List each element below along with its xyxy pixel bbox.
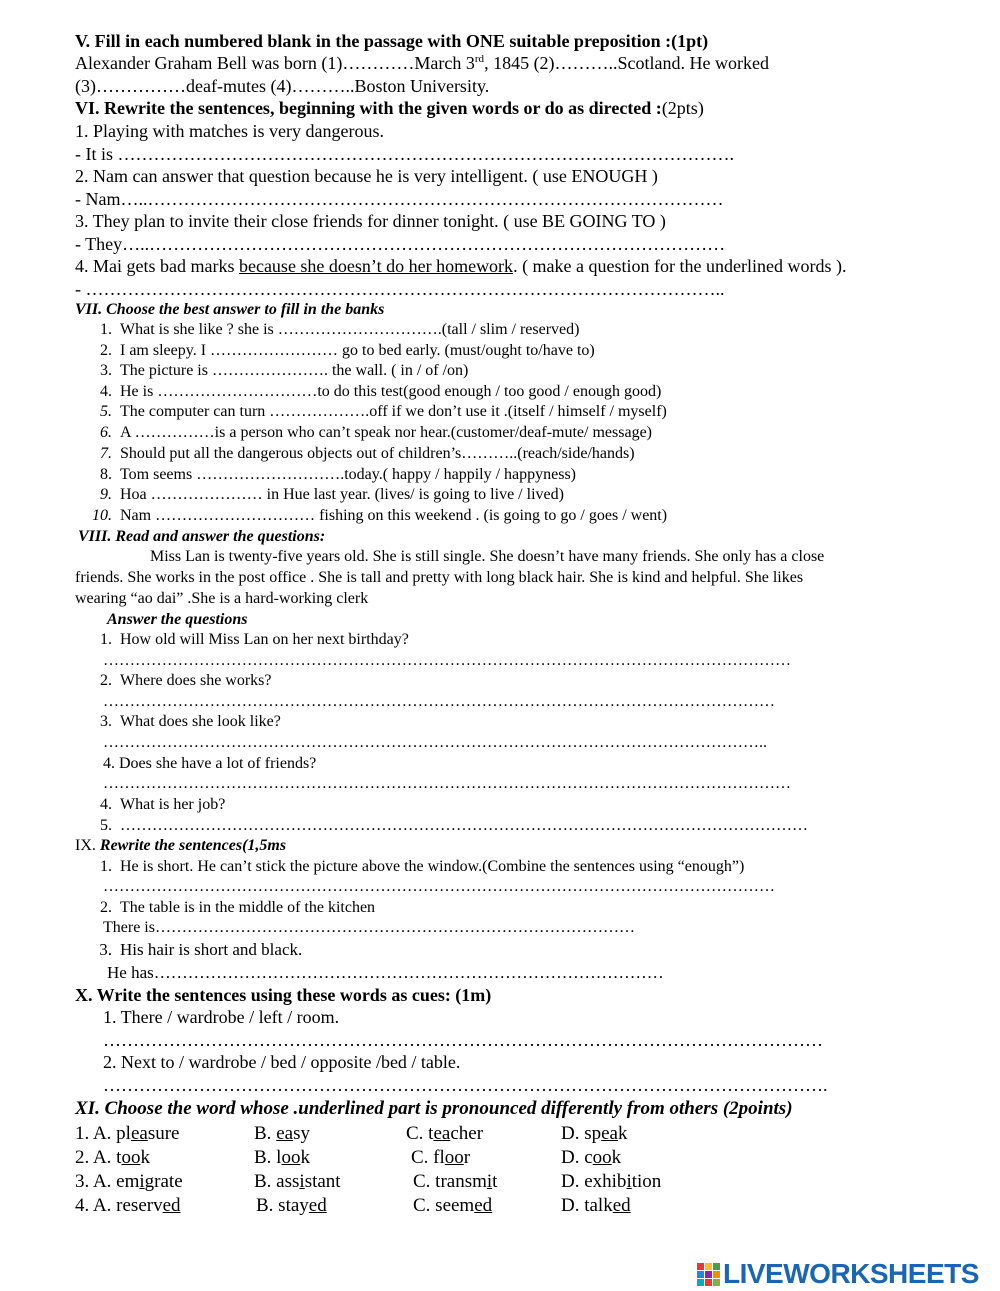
ix-answer-1[interactable]: ……………………………………………………………………………………………………………… <box>103 878 775 895</box>
option-text: C. fl <box>411 1147 445 1168</box>
x-answer-1[interactable]: ………………………………………………………………………………………………………… <box>103 1030 823 1050</box>
xi-row3-option-c[interactable] <box>413 1172 497 1191</box>
section-viii-heading: VIII. Read and answer the questions: <box>78 528 326 545</box>
item-text[interactable]: Nam ………………………… fishing on this weekend . (is going to go / goes / went) <box>120 507 668 524</box>
item-number: 1. <box>100 631 112 648</box>
vii-item <box>82 404 667 420</box>
item-number: 1. <box>100 321 112 338</box>
section-v-passage-line1 <box>75 54 769 72</box>
vi-question-2: 2. Nam can answer that question because he is very intelligent. ( use ENOUGH ) <box>75 166 658 186</box>
vii-item <box>82 363 468 379</box>
viii-question-2 <box>82 673 272 689</box>
ix-question-1 <box>82 859 744 875</box>
xi-row4-option-a[interactable] <box>75 1196 181 1215</box>
option-text: D. sp <box>561 1123 602 1144</box>
section-ix-heading <box>75 838 286 854</box>
logo-grid-icon <box>697 1263 720 1286</box>
item-number: 8. <box>100 466 112 483</box>
vi-question-3: 3. They plan to invite their close friends for dinner tonight. ( use BE GOING TO ) <box>75 211 666 231</box>
item-number: 2. <box>100 672 112 689</box>
question-text: Where does she works? <box>120 672 272 689</box>
viii-question-1 <box>82 632 409 648</box>
vi-answer-1[interactable]: - It is …………………………………………………………………………………………. <box>75 144 734 164</box>
logo-cell <box>713 1263 720 1270</box>
underlined-sound: ed <box>162 1195 181 1216</box>
viii-question-5 <box>82 797 225 813</box>
option-text: sy <box>293 1123 310 1144</box>
question-text: His hair is short and black. <box>120 940 303 959</box>
vii-item <box>82 343 595 359</box>
ix-answer-2[interactable]: There is……………………………………………………………………………… <box>103 919 635 936</box>
option-text: k <box>611 1147 622 1168</box>
reading-passage-line: Miss Lan is twenty-five years old. She is still single. She doesn’t have many friends. She only has a close <box>150 548 825 565</box>
item-text[interactable]: Should put all the dangerous objects out of children’s………..(reach/side/hands) <box>120 445 635 462</box>
logo-cell <box>713 1279 720 1286</box>
item-number: 4. <box>100 383 112 400</box>
xi-row2-option-d[interactable] <box>561 1148 621 1167</box>
item-text[interactable]: A ……………is a person who can’t speak nor hear.(customer/deaf-mute/ message) <box>120 424 652 441</box>
option-text: k <box>300 1147 310 1168</box>
xi-row3-option-d[interactable] <box>561 1172 661 1191</box>
reading-passage-line: wearing “ao dai” .She is a hard-working clerk <box>75 590 369 607</box>
vi-question-1: 1. Playing with matches is very dangerous. <box>75 121 384 141</box>
xi-row2-option-c[interactable] <box>411 1148 470 1167</box>
item-text[interactable]: Hoa ………………… in Hue last year. (lives/ is going to live / lived) <box>120 486 564 503</box>
vi-answer-4[interactable]: - …………………………………………………………………………………………….. <box>75 279 725 299</box>
item-number: 7. <box>100 445 112 462</box>
ix-answer-3[interactable]: He has……………………………………………………………………………… <box>107 963 664 982</box>
logo-cell <box>697 1263 704 1270</box>
option-text: r <box>463 1147 471 1168</box>
logo-cell <box>697 1271 704 1278</box>
option-text: 4. A. reserv <box>75 1195 163 1216</box>
underlined-sound: oo <box>444 1147 464 1168</box>
answer-line[interactable]: ………………………………………………………………………………………………………………… <box>120 817 808 834</box>
section-vii-heading: VII. Choose the best answer to fill in the banks <box>75 301 385 318</box>
item-number: 5. <box>100 817 112 834</box>
reading-passage-line: friends. She works in the post office . She is tall and pretty with long black hair. She is kind and helpful. She likes <box>75 569 804 586</box>
item-number: 3. <box>100 362 112 379</box>
x-question-2: 2. Next to / wardrobe / bed / opposite /bed / table. <box>103 1052 461 1072</box>
option-text: sure <box>147 1123 180 1144</box>
xi-row2-option-a[interactable] <box>75 1148 150 1167</box>
vii-item <box>82 384 661 400</box>
option-text: C. t <box>406 1123 434 1144</box>
logo-cell <box>697 1279 704 1286</box>
section-v-heading: V. Fill in each numbered blank in the passage with ONE suitable preposition :(1pt) <box>75 31 709 51</box>
underlined-sound: ea <box>601 1123 618 1144</box>
passage-text: Alexander Graham Bell was born (1)…………March 3 <box>75 53 475 73</box>
underlined-sound: ed <box>612 1195 631 1216</box>
option-text: 1. A. pl <box>75 1123 131 1144</box>
vii-item <box>82 508 667 524</box>
item-text[interactable]: The picture is …………………. the wall. ( in / of /on) <box>120 362 469 379</box>
underlined-sound: ea <box>433 1123 451 1144</box>
vi-answer-3[interactable]: - They…..…………………………………………………………………………………… <box>75 234 726 254</box>
xi-row1-option-a[interactable] <box>75 1124 179 1143</box>
item-number: 4. <box>100 796 112 813</box>
vii-item <box>82 446 635 462</box>
item-number: 2. <box>100 342 112 359</box>
underlined-sound: oo <box>121 1147 141 1168</box>
item-number: 6. <box>100 424 112 441</box>
option-text: D. exhib <box>561 1171 627 1192</box>
vii-item <box>82 425 652 441</box>
underlined-sound: i <box>139 1171 145 1192</box>
ix-question-2 <box>82 900 375 916</box>
option-text: D. c <box>561 1147 593 1168</box>
question-text: How old will Miss Lan on her next birthday? <box>120 631 409 648</box>
item-number: 10. <box>92 507 112 524</box>
viii-answer-1[interactable]: ………………………………………………………………………………………………………………… <box>103 652 791 669</box>
logo-cell <box>705 1263 712 1270</box>
section-number: IX. <box>75 837 100 854</box>
viii-answer-3[interactable]: …………………………………………………………………………………………………………….. <box>103 734 767 751</box>
liveworksheets-logo <box>697 1258 979 1290</box>
x-question-1: 1. There / wardrobe / left / room. <box>103 1007 340 1027</box>
section-vi-points: (2pts) <box>661 98 704 118</box>
option-text: C. transm <box>413 1171 487 1192</box>
question-text: What does she look like? <box>120 713 281 730</box>
option-text: k <box>140 1147 150 1168</box>
underlined-sound: i <box>299 1171 305 1192</box>
option-text: B. l <box>254 1147 282 1168</box>
option-text: t <box>492 1171 498 1192</box>
option-text: B. <box>254 1123 277 1144</box>
passage-text: , 1845 (2)………..Scotland. He worked <box>484 53 770 73</box>
item-text[interactable]: What is she like ? she is ………………………….(tall / slim / reserved) <box>120 321 580 338</box>
xi-row4-option-d[interactable] <box>561 1196 631 1215</box>
underlined-phrase: because she doesn’t do her homework <box>238 256 514 276</box>
question-text: What is her job? <box>120 796 226 813</box>
underlined-sound: i <box>486 1171 493 1192</box>
viii-question-3 <box>82 714 281 730</box>
section-x-heading: X. Write the sentences using these words as cues: (1m) <box>75 985 492 1005</box>
item-text[interactable]: He is …………………………to do this test(good enough / too good / enough good) <box>120 383 662 400</box>
section-vi-heading-text: VI. Rewrite the sentences, beginning with the given words or do as directed : <box>75 98 662 118</box>
underlined-sound: ea <box>130 1123 148 1144</box>
x-answer-2[interactable]: …………………………………………………………………………………………………………. <box>103 1075 828 1095</box>
underlined-sound: i <box>626 1171 632 1192</box>
xi-row4-option-c[interactable] <box>413 1196 492 1215</box>
item-number: 5. <box>100 403 112 420</box>
item-number: 3. <box>100 713 112 730</box>
option-text: k <box>618 1123 628 1144</box>
item-text[interactable]: The computer can turn ……………….off if we don’t use it .(itself / himself / myself) <box>120 403 667 420</box>
item-text[interactable]: I am sleepy. I …………………… go to bed early. (must/ought to/have to) <box>120 342 595 359</box>
xi-row3-option-a[interactable] <box>75 1172 183 1191</box>
item-number: 2. <box>100 899 112 916</box>
xi-row2-option-b[interactable] <box>254 1148 310 1167</box>
brand-name: LIVEWORKSHEETS <box>723 1258 979 1289</box>
ix-question-3 <box>82 941 302 958</box>
item-text[interactable]: Tom seems ……………………….today.( happy / happily / happyness) <box>120 466 577 483</box>
logo-cell <box>713 1271 720 1278</box>
question-text: . ( make a question for the underlined words ). <box>513 256 847 276</box>
option-text: tion <box>631 1171 662 1192</box>
underlined-sound: oo <box>281 1147 301 1168</box>
section-v-passage-line2: (3)……………deaf-mutes (4)………..Boston University. <box>75 76 490 96</box>
xi-row3-option-b[interactable] <box>254 1172 341 1191</box>
option-text: C. seem <box>413 1195 475 1216</box>
viii-question-4: 4. Does she have a lot of friends? <box>103 755 317 772</box>
viii-answer-2[interactable]: ……………………………………………………………………………………………………………… <box>103 693 775 710</box>
option-text: 2. A. t <box>75 1147 122 1168</box>
underlined-sound: oo <box>592 1147 612 1168</box>
underlined-sound: ea <box>276 1123 294 1144</box>
ordinal-suffix: rd <box>474 53 485 65</box>
question-text: 4. Mai gets bad marks <box>75 256 239 276</box>
xi-row1-option-d[interactable] <box>561 1124 628 1143</box>
vii-item <box>82 487 564 503</box>
section-ix-title: Rewrite the sentences(1,5ms <box>99 837 287 854</box>
xi-row1-option-c[interactable] <box>406 1124 483 1143</box>
item-number: 3. <box>99 940 112 959</box>
xi-row1-option-b[interactable] <box>254 1124 310 1143</box>
xi-row4-option-b[interactable] <box>256 1196 327 1215</box>
option-text: grate <box>144 1171 183 1192</box>
option-text: B. stay <box>256 1195 309 1216</box>
answer-questions-subheading: Answer the questions <box>107 611 248 628</box>
underlined-sound: ed <box>308 1195 327 1216</box>
question-text: The table is in the middle of the kitchen <box>120 899 376 916</box>
question-text: He is short. He can’t stick the picture above the window.(Combine the sentences using “enough”) <box>120 858 745 875</box>
vii-item <box>82 467 576 483</box>
section-xi-heading: XI. Choose the word whose .underlined part is pronounced differently from others (2points) <box>75 1098 793 1119</box>
option-text: D. talk <box>561 1195 613 1216</box>
underlined-sound: ed <box>474 1195 493 1216</box>
logo-cell <box>705 1279 712 1286</box>
vii-item <box>82 322 579 338</box>
viii-answer-4[interactable]: ………………………………………………………………………………………………………………… <box>103 775 791 792</box>
section-vi-heading <box>75 99 704 117</box>
option-text: stant <box>304 1171 341 1192</box>
viii-answer-5 <box>82 818 808 834</box>
logo-cell <box>705 1271 712 1278</box>
option-text: B. ass <box>254 1171 300 1192</box>
vi-answer-2[interactable]: - Nam…..…………………………………………………………………………………… <box>75 189 724 209</box>
option-text: cher <box>450 1123 484 1144</box>
item-number: 1. <box>100 858 112 875</box>
item-number: 9. <box>100 486 112 503</box>
vi-question-4 <box>75 257 846 275</box>
option-text: 3. A. em <box>75 1171 140 1192</box>
